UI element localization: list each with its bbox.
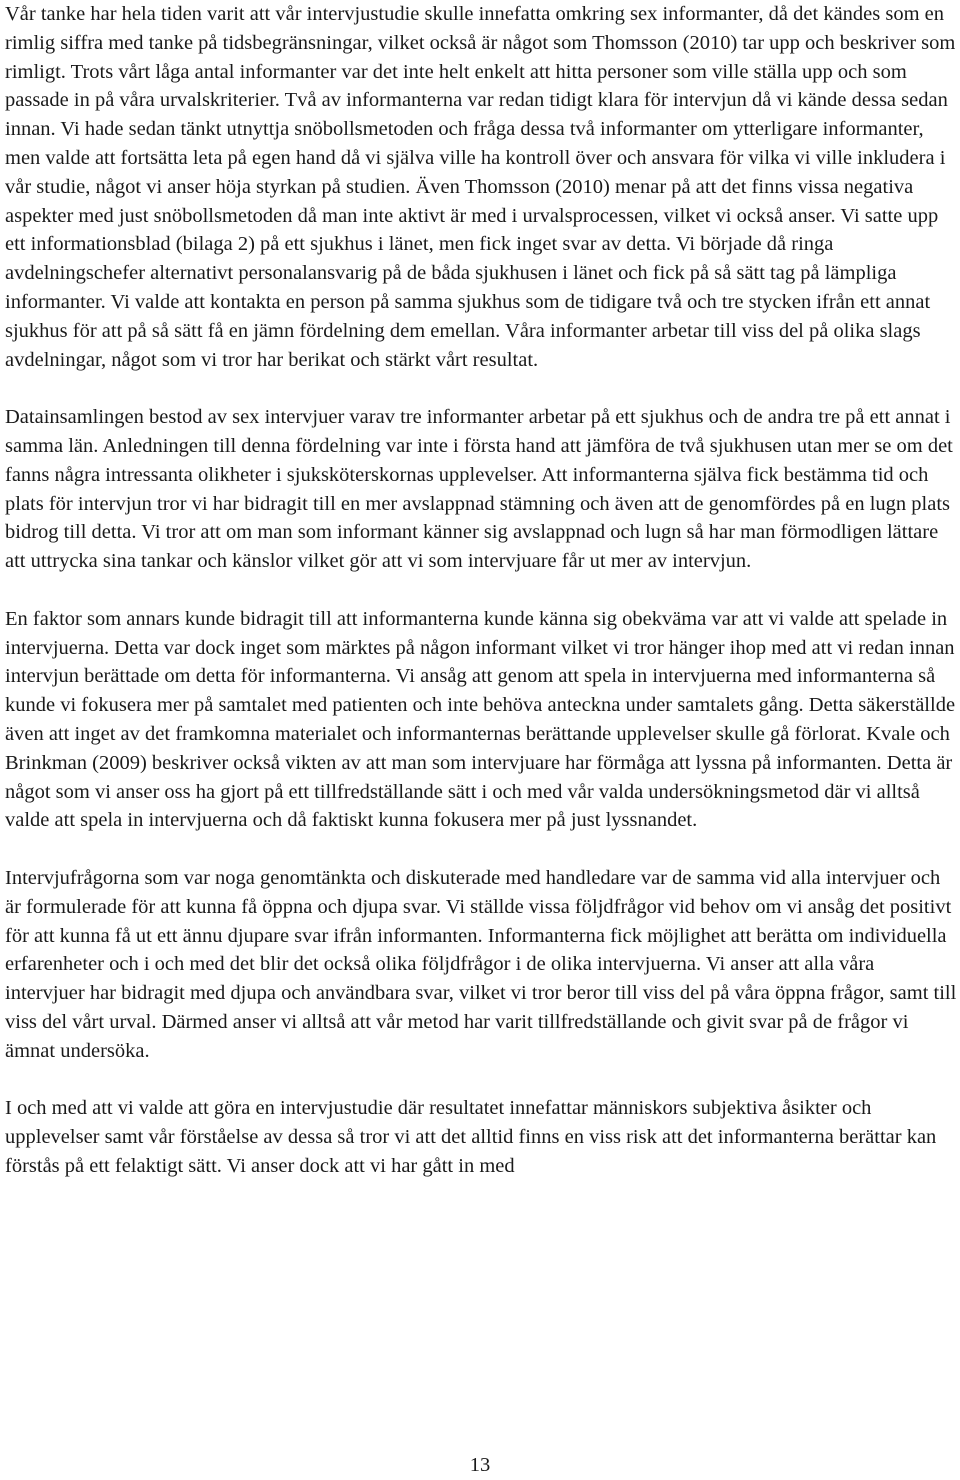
paragraph-recording: En faktor som annars kunde bidragit till att informanterna kunde känna sig obekväma var att vi valde att spelade in intervjuerna. Detta var dock inget som märktes på någon informant vilket vi tror hänger ihop med att vi redan innan intervjun berättade om detta för informanterna. Vi ansåg att genom att spela in intervjuerna med informanterna så kunde vi fokusera mer på samtalet med patienten och inte behöva anteckna under samtalets gång. Detta säkerställde även att inget av det framkomna materialet och informanternas berättande upplevelser skulle gå förlorat. Kvale och Brinkman (2009) beskriver också vikten av att man som intervjuare har förmåga att lyssna på informanten. Detta är något som vi anser oss ha gjort på ett tillfredställande sätt i och med vår valda undersökningsmetod där vi alltså valde att spela in intervjuerna och då faktiskt kunna fokusera mer på just lyssnandet. [5,607,956,832]
paragraph-gap [5,835,957,864]
paragraph-gap [5,374,957,403]
paragraph-interview-questions: Intervjufrågorna som var noga genomtänkta och diskuterade med handledare var de samma vid alla intervjuer och är formulerade för att kunna få öppna och djupa svar. Vi ställde vissa följdfrågor vid behov om vi ansåg det positivt för att kunna få ut ett ännu djupare svar ifrån informanten. Informanterna fick möjlighet att berätta om individuella erfarenheter och i och med det blir det också olika följdfrågor i de olika intervjuerna. Vi anser att alla våra intervjuer har bidragit med djupa och användbara svar, vilket vi tror beror till viss del på våra öppna frågor, samt till viss del vårt urval. Därmed anser vi alltså att vår metod har varit tillfredställande och givit svar på de frågor vi ämnat undersöka. [5,866,957,1062]
paragraph-data-collection: Datainsamlingen bestod av sex intervjuer varav tre informanter arbetar på ett sjukhus och de andra tre på ett annat i samma län. Anledningen till denna fördelning var inte i första hand att jämföra de två sjukhusen utan mer se om det fanns några intressanta olikheter i sjuksköterskornas upplevelser. Att informanterna själva fick bestämma tid och plats för intervjun tror vi har bidragit till en mer avslappnad stämning och även att de genomfördes på en lugn plats bidrog till detta. Vi tror att om man som informant känner sig avslappnad och lugn så har man förmodligen lättare att uttrycka sina tankar och känslor vilket gör att vi som intervjuare får ut mer av intervjun. [5,406,953,573]
paragraph-informant-selection: Vår tanke har hela tiden varit att vår intervjustudie skulle innefatta omkring sex informanter, då det kändes som en rimlig siffra med tanke på tidsbegränsningar, vilket också är något som Thomsson (2010) tar upp och beskriver som rimligt. Trots vårt låga antal informanter var det inte helt enkelt att hitta personer som ville ställa upp och som passade in på våra urvalskriterier. Två av informanterna var redan tidigt klara för intervjun då vi kände dessa sedan innan. Vi hade sedan tänkt utnyttja snöbollsmetoden och fråga dessa två informanter om ytterligare informanter, men valde att fortsätta leta på egen hand då vi själva ville ha kontroll över och ansvara för vilka vi ville inkludera i vår studie, något vi anser höja styrkan på studien. Även Thomsson (2010) menar på att det finns vissa negativa aspekter med just snöbollsmetoden då man inte aktivt är med i urvalsprocessen, vilket vi också anser. Vi satte upp ett informationsblad (bilaga 2) på ett sjukhus i länet, men fick inget svar av detta. Vi började då ringa avdelningschefer alternativt personalansvarig på de båda sjukhusen i länet och fick på så sätt tag på lämpliga informanter. Vi valde att kontakta en person på samma sjukhus som de tidigare två och tre stycken ifrån ett annat sjukhus för att på så sätt få en jämn fördelning dem emellan. Våra informanter arbetar till viss del på olika slags avdelningar, något som vi tror har berikat och stärkt vårt resultat. [5,3,956,371]
body-text [5,0,957,1181]
paragraph-subjectivity: I och med att vi valde att göra en intervjustudie där resultatet innefattar människors subjektiva åsikter och upplevelser samt vår förståelse av dessa så tror vi att det alltid finns en viss risk att det informanterna berättar kan förstås på ett felaktigt sätt. Vi anser dock att vi har gått in med [5,1097,937,1177]
page-number: 13 [469,1454,491,1476]
paragraph-gap [5,1065,957,1094]
paragraph-gap [5,576,957,605]
